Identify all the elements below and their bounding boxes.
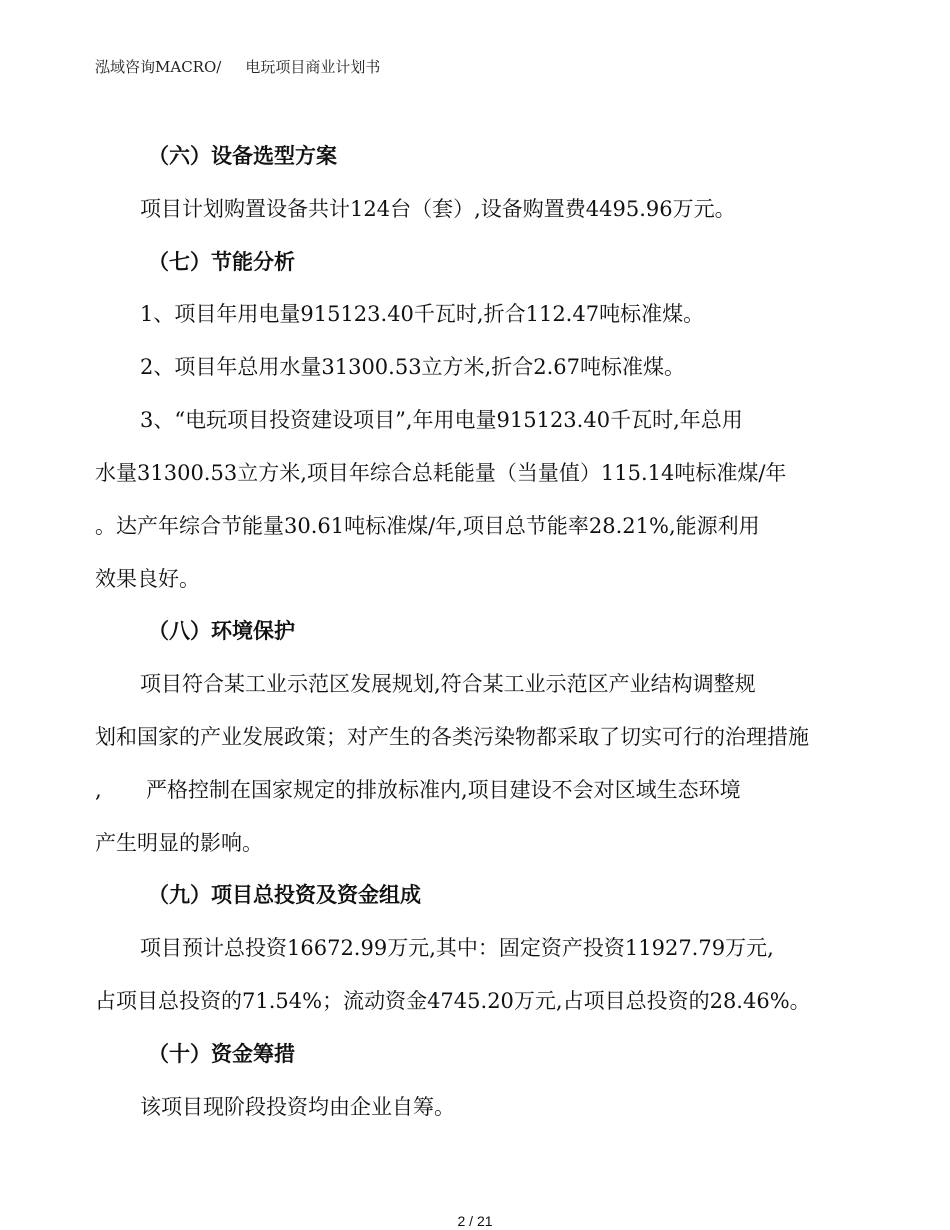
section-9-heading: （九）项目总投资及资金组成 <box>148 883 421 907</box>
section-8-line-3-comma: , <box>95 778 102 802</box>
section-7-item-3-line-2: 水量31300.53立方米,项目年综合总耗能量（当量值）115.14吨标准煤/年 <box>95 461 787 485</box>
section-7-item-3-line-1: 3、“电玩项目投资建设项目”,年用电量915123.40千瓦时,年总用 <box>140 408 743 432</box>
section-8-line-2: 划和国家的产业发展政策；对产生的各类污染物都采取了切实可行的治理措施 <box>95 725 809 749</box>
section-7-heading: （七）节能分析 <box>148 250 295 274</box>
section-8-line-3: 严格控制在国家规定的排放标准内,项目建设不会对区域生态环境 <box>146 778 741 802</box>
section-9-line-1: 项目预计总投资16672.99万元,其中：固定资产投资11927.79万元, <box>140 936 774 960</box>
section-9-line-2: 占项目总投资的71.54%；流动资金4745.20万元,占项目总投资的28.46%。 <box>95 989 811 1013</box>
section-8-line-4: 产生明显的影响。 <box>95 831 263 855</box>
section-6-paragraph: 项目计划购置设备共计124台（套）,设备购置费4495.96万元。 <box>140 197 736 221</box>
section-6-heading: （六）设备选型方案 <box>148 144 337 168</box>
section-10-paragraph: 该项目现阶段投资均由企业自筹。 <box>140 1095 455 1119</box>
header-doc-title: 电玩项目商业计划书 <box>245 58 381 76</box>
section-7-item-3-line-4: 效果良好。 <box>95 567 200 591</box>
page-header <box>95 56 380 77</box>
section-8-line-1: 项目符合某工业示范区发展规划,符合某工业示范区产业结构调整规 <box>140 672 756 696</box>
section-7-item-3-line-3: 。达产年综合节能量30.61吨标准煤/年,项目总节能率28.21%,能源利用 <box>95 514 760 538</box>
section-7-item-1: 1、项目年用电量915123.40千瓦时,折合112.47吨标准煤。 <box>140 302 705 326</box>
section-10-heading: （十）资金筹措 <box>148 1042 295 1066</box>
section-8-heading: （八）环境保护 <box>148 619 295 643</box>
section-7-item-2: 2、项目年总用水量31300.53立方米,折合2.67吨标准煤。 <box>140 355 685 379</box>
page-number: 2 / 21 <box>457 1213 493 1229</box>
header-company: 泓域咨询MACRO/ <box>95 58 222 76</box>
